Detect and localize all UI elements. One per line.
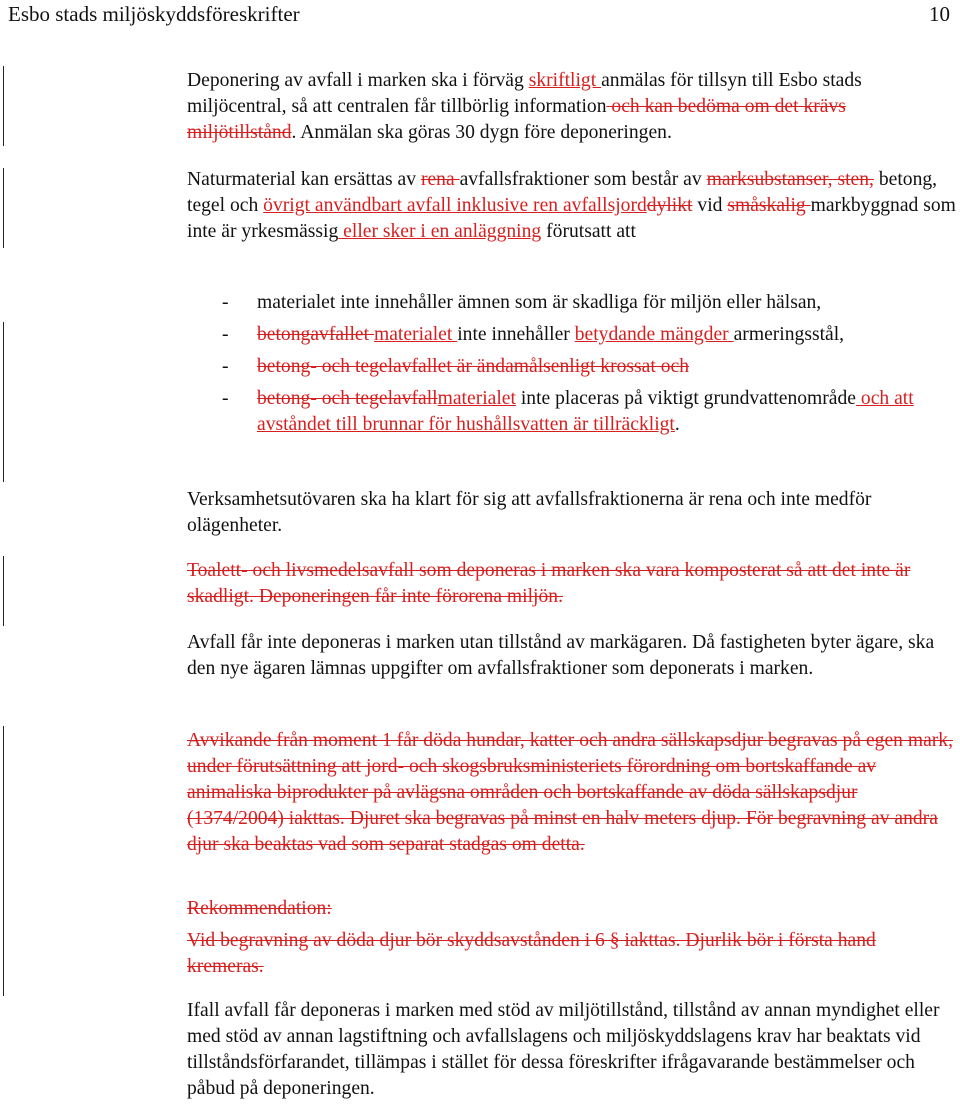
inserted-text: materialet [373, 324, 458, 345]
inserted-text: eller sker i en anläggning [338, 221, 542, 242]
list-dash: - [222, 356, 229, 377]
text: Naturmaterial kan ersättas av [187, 169, 421, 190]
text: inte innehåller [457, 324, 575, 345]
change-bar [3, 66, 4, 146]
text: . Anmälan ska göras 30 dygn före deponeringen. [291, 122, 672, 143]
paragraph-natural-material [187, 167, 957, 245]
inserted-text: materialet [437, 388, 516, 409]
inserted-text: betydande mängder [574, 324, 734, 345]
inserted-text: och att avståndet till brunnar för hushållsvatten är tillräckligt [257, 388, 914, 435]
text: inte placeras på viktigt grundvattenområde [515, 388, 857, 409]
change-bar [3, 322, 4, 482]
text: . [674, 414, 680, 435]
list-item [222, 354, 958, 380]
paragraph-toilet-waste-deleted: Toalett- och livsmedelsavfall som deponeras i marken ska vara komposterat så att det inte är skadligt. Deponeringen får inte förorena miljön. [187, 560, 911, 607]
text: betong, tegel och [187, 169, 938, 216]
condition-list [222, 290, 958, 438]
deleted-text: småskalig [727, 195, 811, 216]
deleted-text: betong- och tegelavfall [257, 388, 438, 409]
text: markbyggnad som inte är yrkesmässig [187, 195, 956, 242]
paragraph-pet-burial-deleted: Avvikande från moment 1 får döda hundar, katter och andra sällskapsdjur begravas på egen mark, under förutsättning att jord- och skogsbruksministeriets förordning om bortskaffande av animaliska biprodukter på avlägsna områden och bortskaffande av döda sällskapsdjur (1374/2004) iakttas. Djuret ska begravas på minst en halv meters djup. För begravning av andra djur ska beaktas vad som separat stadgas om detta. [187, 730, 953, 855]
change-bar [3, 726, 4, 996]
deleted-text: marksubstanser, sten, [706, 169, 874, 190]
text: avfallsfraktioner som består av [459, 169, 707, 190]
text: armeringsstål, [733, 324, 845, 345]
recommendation-heading-deleted: Rekommendation: [187, 898, 332, 919]
change-bar [3, 168, 4, 248]
list-dash: - [222, 324, 229, 345]
paragraph-notification [187, 68, 957, 146]
list-item [222, 322, 958, 348]
paragraph-operator: Verksamhetsutövaren ska ha klart för sig att avfallsfraktionerna är rena och inte medför olägenheter. [187, 489, 872, 536]
deleted-text: betongavfallet [257, 324, 374, 345]
deleted-text: betong- och tegelavfallet är ändamålsenligt krossat och [257, 356, 689, 377]
list-item [222, 386, 958, 438]
text: vid [692, 195, 728, 216]
text: förutsatt att [541, 221, 636, 242]
deleted-text: rena [420, 169, 460, 190]
text: materialet inte innehåller ämnen som är skadliga för miljön eller hälsan, [257, 292, 822, 313]
page-number: 10 [929, 2, 950, 26]
list-item [222, 290, 958, 316]
text: anmälas för tillsyn till Esbo stads miljöcentral, så att centralen får tillbörlig information [187, 70, 862, 117]
inserted-text: övrigt användbart avfall inklusive ren avfallsjord [263, 195, 647, 216]
header-title: Esbo stads miljöskyddsföreskrifter [8, 2, 300, 26]
paragraph-landowner: Avfall får inte deponeras i marken utan tillstånd av markägaren. Då fastigheten byter ägare, ska den nye ägaren lämnas uppgifter om avfallsfraktioner som deponerats i marken. [187, 632, 935, 679]
deleted-text: och kan bedöma om det krävs miljötillstånd [187, 96, 846, 143]
deleted-text: dylikt [646, 195, 693, 216]
list-dash: - [222, 388, 229, 409]
list-dash: - [222, 292, 229, 313]
paragraph-permits: Ifall avfall får deponeras i marken med stöd av miljötillstånd, tillstånd av annan myndighet eller med stöd av annan lagstiftning och avfallslagens och miljöskyddslagens krav har beaktats vid tillståndsförfarandet, tillämpas i stället för dessa föreskrifter ifrågavarande bestämmelser och påbud på deponeringen. [187, 1000, 940, 1099]
inserted-text: skriftligt [528, 70, 602, 91]
text: Deponering av avfall i marken ska i förväg [187, 70, 529, 91]
change-bar [3, 556, 4, 626]
paragraph-recommendation-deleted: Vid begravning av döda djur bör skyddsavstånden i 6 § iakttas. Djurlik bör i första hand kremeras. [187, 930, 876, 977]
